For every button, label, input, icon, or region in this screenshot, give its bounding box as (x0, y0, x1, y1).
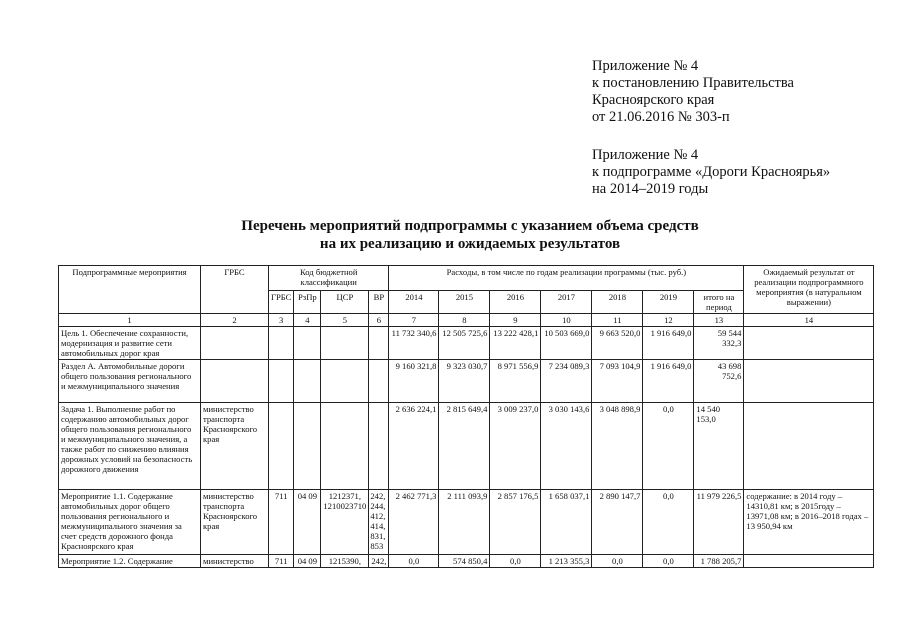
grbs-name (201, 327, 269, 360)
header-year-2019: 2019 (643, 291, 694, 314)
value-2015: 574 850,4 (439, 555, 490, 568)
measure-name: Мероприятие 1.2. Содержание (59, 555, 201, 568)
column-number-row (59, 314, 874, 327)
vr-code: 242, (369, 555, 389, 568)
value-2014: 2 636 224,1 (389, 403, 439, 490)
header-year-2015: 2015 (439, 291, 490, 314)
rzpr-code (294, 403, 321, 490)
rzpr-code: 04 09 (294, 490, 321, 555)
measure-name: Цель 1. Обеспечение сохранности, модернизация и развитие сети автомобильных дорог края (59, 327, 201, 360)
expected-result (744, 327, 874, 360)
value-2019: 0,0 (643, 555, 694, 568)
value-2015: 2 111 093,9 (439, 490, 490, 555)
measure-name: Раздел А. Автомобильные дороги общего пользования регионального и межмуниципального значения (59, 360, 201, 403)
value-total: 14 540 153,0 (694, 403, 744, 490)
value-2017: 1 658 037,1 (541, 490, 592, 555)
title-line: Перечень мероприятий подпрограммы с указанием объема средств (241, 218, 699, 234)
header-result: Ожидаемый результат от реализации подпрограммного мероприятия (в натуральном выражении) (744, 266, 874, 314)
col-number: 8 (439, 314, 490, 327)
value-2017: 10 503 669,0 (541, 327, 592, 360)
value-2018: 0,0 (592, 555, 643, 568)
expected-result: содержание: в 2014 году – 14310,81 км; в 2015году – 13971,08 км; в 2016–2018 годах – 13 950,94 км (744, 490, 874, 555)
col-number: 12 (643, 314, 694, 327)
appendix-line: на 2014–2019 годы (592, 181, 709, 197)
appendix-line: к постановлению Правительства (592, 75, 794, 91)
header-year-2017: 2017 (541, 291, 592, 314)
value-2014: 9 160 321,8 (389, 360, 439, 403)
grbs-code (269, 403, 294, 490)
value-2018: 2 890 147,7 (592, 490, 643, 555)
csr-code (321, 403, 369, 490)
grbs-code (269, 327, 294, 360)
value-total: 11 979 226,5 (694, 490, 744, 555)
appendix-line: Приложение № 4 (592, 147, 699, 163)
header-grbs: ГРБС (201, 266, 269, 314)
rzpr-code (294, 327, 321, 360)
value-2014: 11 732 340,6 (389, 327, 439, 360)
col-number: 3 (269, 314, 294, 327)
expected-result (744, 555, 874, 568)
appendix-header-subprogram (592, 147, 830, 198)
header-year-2016: 2016 (490, 291, 541, 314)
measure-name: Задача 1. Выполнение работ по содержанию автомобильных дорог общего пользования регионального и межмуниципального значения, а также работ по снижению влияния дорожных условий на безопасность дорожного движения (59, 403, 201, 490)
col-number: 14 (744, 314, 874, 327)
header-sub-csr: ЦСР (321, 291, 369, 314)
value-total: 59 544 332,3 (694, 327, 744, 360)
grbs-code: 711 (269, 490, 294, 555)
value-2018: 7 093 104,9 (592, 360, 643, 403)
col-number: 9 (490, 314, 541, 327)
header-sub-vr: ВР (369, 291, 389, 314)
col-number: 6 (369, 314, 389, 327)
col-number: 7 (389, 314, 439, 327)
value-2014: 2 462 771,3 (389, 490, 439, 555)
header-measures: Подпрограммные мероприятия (59, 266, 201, 314)
vr-code (369, 360, 389, 403)
table-row (59, 555, 874, 568)
col-number: 1 (59, 314, 201, 327)
col-number: 13 (694, 314, 744, 327)
value-2016: 2 857 176,5 (490, 490, 541, 555)
value-2019: 1 916 649,0 (643, 360, 694, 403)
value-2018: 9 663 520,0 (592, 327, 643, 360)
header-sub-grbs: ГРБС (269, 291, 294, 314)
vr-code (369, 403, 389, 490)
appendix-line: от 21.06.2016 № 303-п (592, 109, 730, 125)
header-year-2014: 2014 (389, 291, 439, 314)
appendix-line: Красноярского края (592, 92, 715, 108)
document-title (160, 217, 780, 253)
value-2016: 0,0 (490, 555, 541, 568)
header-total: итого на период (694, 291, 744, 314)
title-line: на их реализацию и ожидаемых результатов (319, 236, 621, 252)
rzpr-code (294, 360, 321, 403)
header-budget-code: Код бюджетной классификации (269, 266, 389, 291)
expected-result (744, 360, 874, 403)
appendix-line: к подпрограмме «Дороги Красноярья» (592, 164, 831, 180)
csr-code: 1215390, (321, 555, 369, 568)
col-number: 5 (321, 314, 369, 327)
value-2016: 3 009 237,0 (490, 403, 541, 490)
table-row (59, 327, 874, 360)
value-total: 43 698 752,6 (694, 360, 744, 403)
expected-result (744, 403, 874, 490)
vr-code: 242, 244, 412, 414, 831, 853 (369, 490, 389, 555)
appendix-header-resolution (592, 58, 794, 126)
table-row (59, 360, 874, 403)
grbs-code: 711 (269, 555, 294, 568)
csr-code (321, 327, 369, 360)
csr-code: 1212371, 1210023710 (321, 490, 369, 555)
grbs-name: министерство транспорта Красноярского края (201, 403, 269, 490)
measures-table (58, 265, 874, 568)
table-row (59, 403, 874, 490)
value-2015: 12 505 725,6 (439, 327, 490, 360)
vr-code (369, 327, 389, 360)
header-year-2018: 2018 (592, 291, 643, 314)
value-2019: 0,0 (643, 403, 694, 490)
value-2016: 13 222 428,1 (490, 327, 541, 360)
col-number: 11 (592, 314, 643, 327)
measure-name: Мероприятие 1.1. Содержание автомобильных дорог общего пользования регионального и межмуниципального значения за счет средств дорожного фонда Красноярского края (59, 490, 201, 555)
value-total: 1 788 205,7 (694, 555, 744, 568)
grbs-name: министерство (201, 555, 269, 568)
col-number: 2 (201, 314, 269, 327)
col-number: 10 (541, 314, 592, 327)
value-2019: 0,0 (643, 490, 694, 555)
grbs-name: министерство транспорта Красноярского края (201, 490, 269, 555)
col-number: 4 (294, 314, 321, 327)
value-2019: 1 916 649,0 (643, 327, 694, 360)
value-2017: 3 030 143,6 (541, 403, 592, 490)
csr-code (321, 360, 369, 403)
header-expenses: Расходы, в том числе по годам реализации программы (тыс. руб.) (389, 266, 744, 291)
grbs-code (269, 360, 294, 403)
grbs-name (201, 360, 269, 403)
header-sub-rzpr: РзПр (294, 291, 321, 314)
table-row (59, 490, 874, 555)
value-2016: 8 971 556,9 (490, 360, 541, 403)
value-2014: 0,0 (389, 555, 439, 568)
value-2015: 2 815 649,4 (439, 403, 490, 490)
value-2015: 9 323 030,7 (439, 360, 490, 403)
appendix-line: Приложение № 4 (592, 58, 699, 74)
value-2018: 3 048 898,9 (592, 403, 643, 490)
value-2017: 7 234 089,3 (541, 360, 592, 403)
rzpr-code: 04 09 (294, 555, 321, 568)
value-2017: 1 213 355,3 (541, 555, 592, 568)
